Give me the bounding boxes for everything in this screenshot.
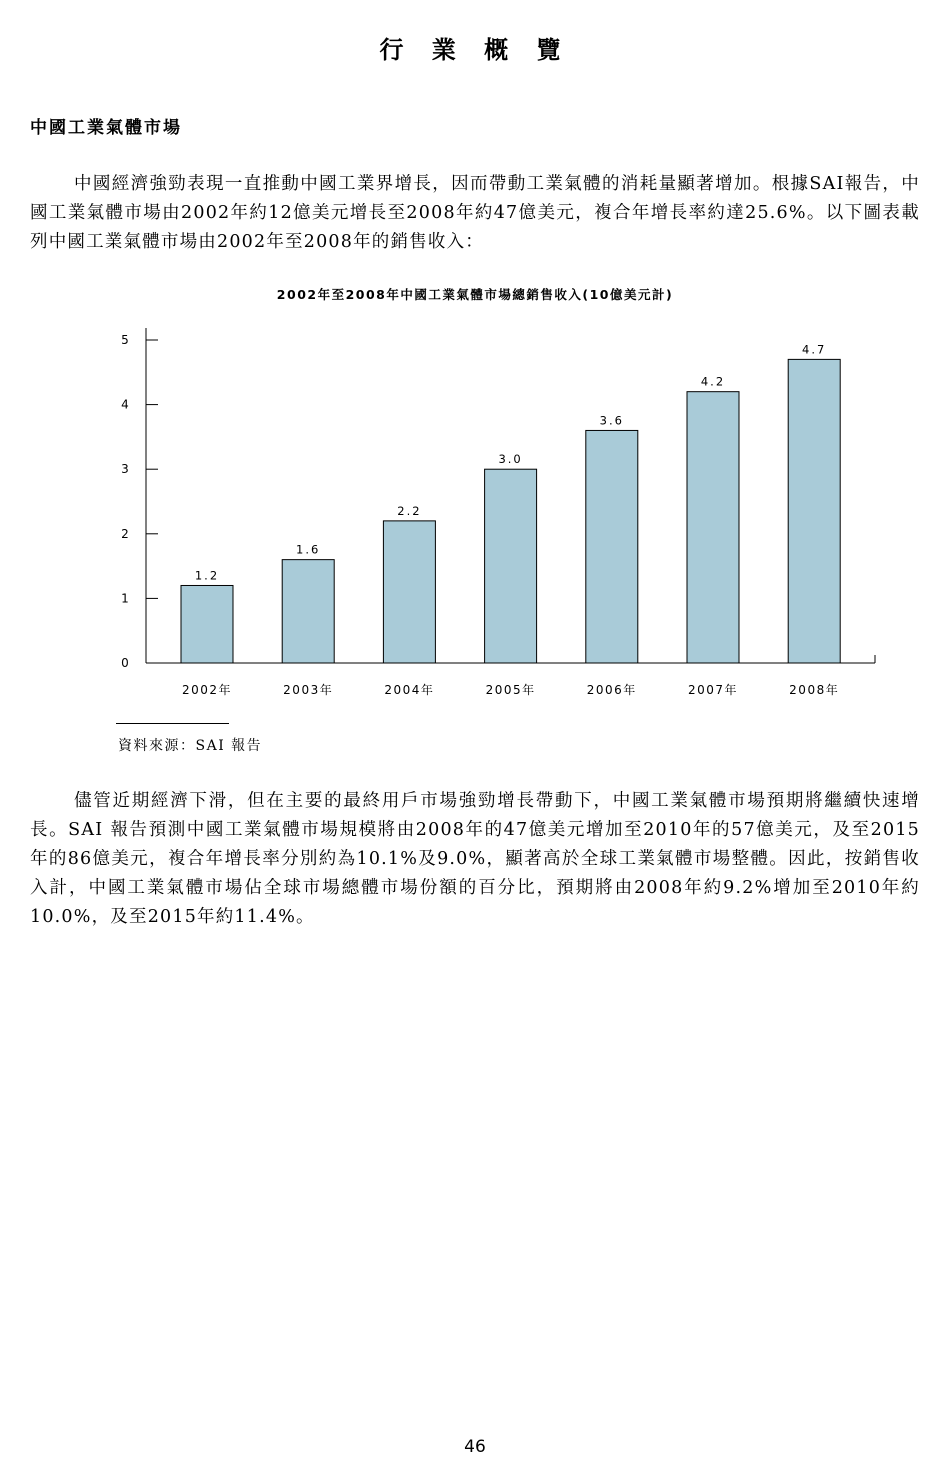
data-label: 1.6 <box>296 542 321 557</box>
section-title: 中國工業氣體市場 <box>30 118 182 138</box>
x-tick-label: 2004年 <box>384 683 435 697</box>
data-label: 1.2 <box>194 568 220 583</box>
y-tick-label: 1 <box>121 591 129 606</box>
page-number: 46 <box>464 1437 486 1457</box>
data-label: 4.2 <box>700 374 726 389</box>
data-label: 3.6 <box>599 413 624 428</box>
y-tick-label: 2 <box>121 526 129 541</box>
x-tick-label: 2003年 <box>283 683 334 697</box>
bar-2007年 <box>687 392 739 663</box>
bar-2003年 <box>282 560 334 663</box>
bar-2004年 <box>383 521 435 663</box>
bar-2005年 <box>485 469 537 663</box>
chart-bars <box>181 359 840 663</box>
chart-title: 2002年至2008年中國工業氣體市場總銷售收入(10億美元計) <box>276 287 674 302</box>
data-label: 3.0 <box>498 452 523 467</box>
x-tick-label: 2005年 <box>485 683 536 697</box>
data-label: 4.7 <box>802 342 827 357</box>
outlook-paragraph: 儘管近期經濟下滑，但在主要的最終用戶市場強勁增長帶動下，中國工業氣體市場預期將繼續快速增長。SAI 報告預測中國工業氣體市場規模將由2008年的47億美元增加至2010年的57億美元，及至2015年的86億美元，複合年增長率分別約為10.1%及9.0%，顯著高於全球工業氣體市場整體。因此，按銷售收入計，中國工業氣體市場佔全球市場總體市場份額的百分比，預期將由2008年約9.2%增加至2010年約10.0%，及至2015年約11.4%。 <box>30 791 920 927</box>
y-tick-label: 4 <box>121 397 129 412</box>
x-tick-label: 2007年 <box>687 683 739 697</box>
x-tick-label: 2008年 <box>789 683 840 697</box>
source-divider <box>116 723 229 724</box>
x-tick-label: 2006年 <box>586 683 637 697</box>
y-tick-label: 3 <box>121 462 129 477</box>
page-header: 行 業 概 覽 <box>379 35 571 64</box>
source-note: 資料來源：SAI 報告 <box>118 738 263 754</box>
intro-paragraph: 中國經濟強勁表現一直推動中國工業界增長，因而帶動工業氣體的消耗量顯著增加。根據SAI報告，中國工業氣體市場由2002年約12億美元增長至2008年約47億美元，複合年增長率約達25.6%。以下圖表載列中國工業氣體市場由2002年至2008年的銷售收入： <box>30 174 920 252</box>
bar-2008年 <box>788 359 840 663</box>
sales-revenue-bar-chart <box>100 320 890 715</box>
bar-2006年 <box>586 430 638 663</box>
data-label: 2.2 <box>397 503 422 518</box>
bar-2002年 <box>181 585 233 663</box>
y-tick-label: 0 <box>121 656 129 670</box>
y-tick-label: 5 <box>121 333 129 347</box>
x-tick-label: 2002年 <box>181 683 233 697</box>
